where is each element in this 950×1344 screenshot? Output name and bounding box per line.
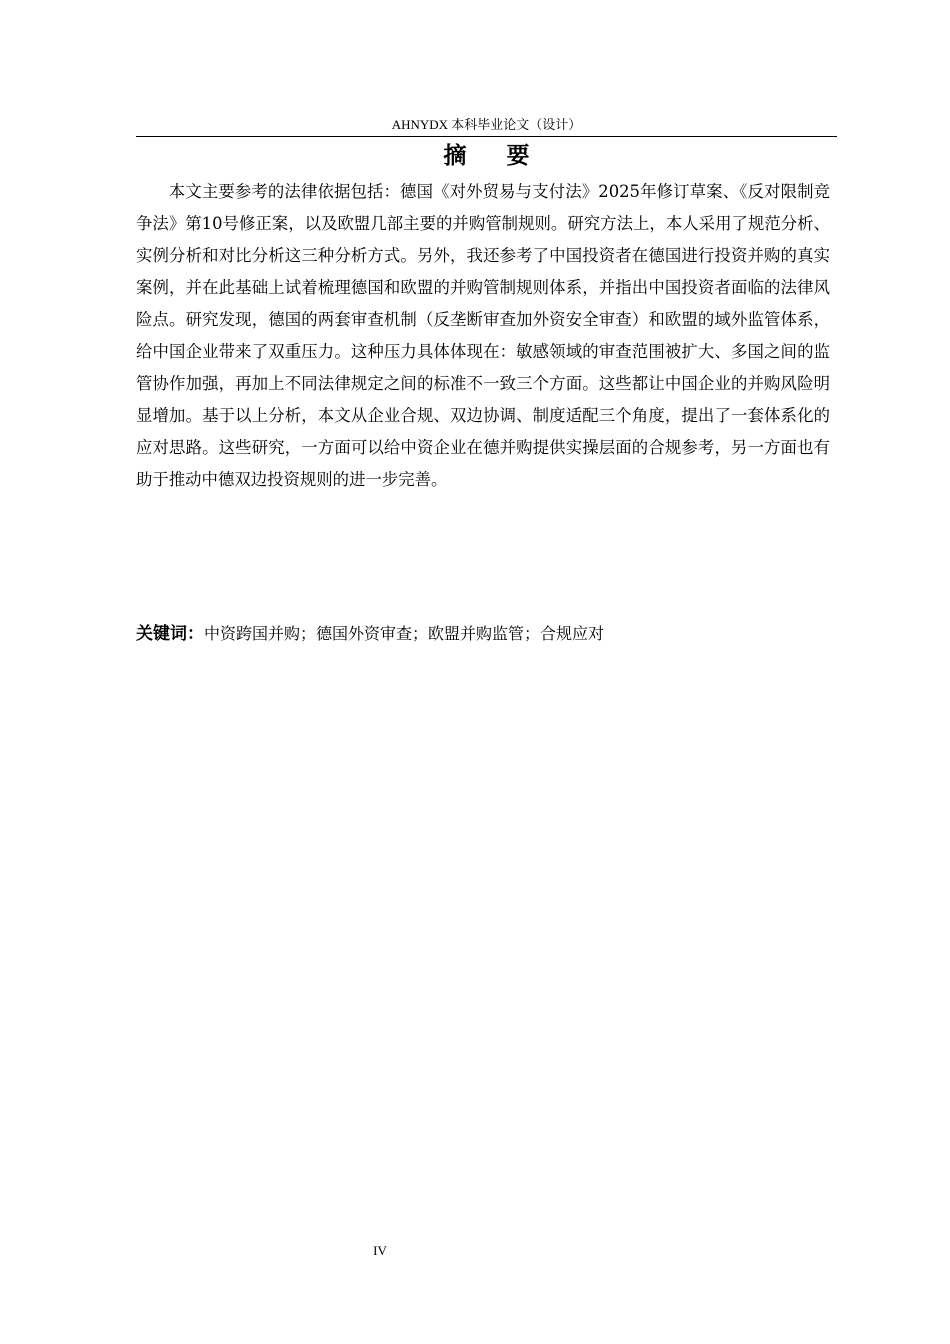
header-divider	[136, 136, 837, 137]
keywords-text: 中资跨国并购；德国外资审查；欧盟并购监管；合规应对	[204, 624, 605, 643]
keywords-label: 关键词：	[136, 624, 204, 644]
keywords-line	[136, 617, 837, 651]
abstract-title: 摘 要	[443, 143, 546, 169]
abstract-body: 本文主要参考的法律依据包括：德国《对外贸易与支付法》2025年修订草案、《反对限制竞争法》第10号修正案，以及欧盟几部主要的并购管制规则。研究方法上，本人采用了规范分析、实例分析和对比分析这三种分析方式。另外，我还参考了中国投资者在德国进行投资并购的真实案例，并在此基础上试着梳理德国和欧盟的并购管制规则体系，并指出中国投资者面临的法律风险点。研究发现，德国的两套审查机制（反垄断审查加外资安全审查）和欧盟的域外监管体系，给中国企业带来了双重压力。这种压力具体体现在：敏感领域的审查范围被扩大、多国之间的监管协作加强，再加上不同法律规定之间的标准不一致三个方面。这些都让中国企业的并购风险明显增加。基于以上分析，本文从企业合规、双边协调、制度适配三个角度，提出了一套体系化的应对思路。这些研究，一方面可以给中资企业在德并购提供实操层面的合规参考，另一方面也有助于推动中德双边投资规则的进一步完善。	[136, 182, 830, 489]
running-header: AHNYDX 本科毕业论文（设计）	[391, 117, 582, 132]
page-number: IV	[373, 1243, 387, 1258]
